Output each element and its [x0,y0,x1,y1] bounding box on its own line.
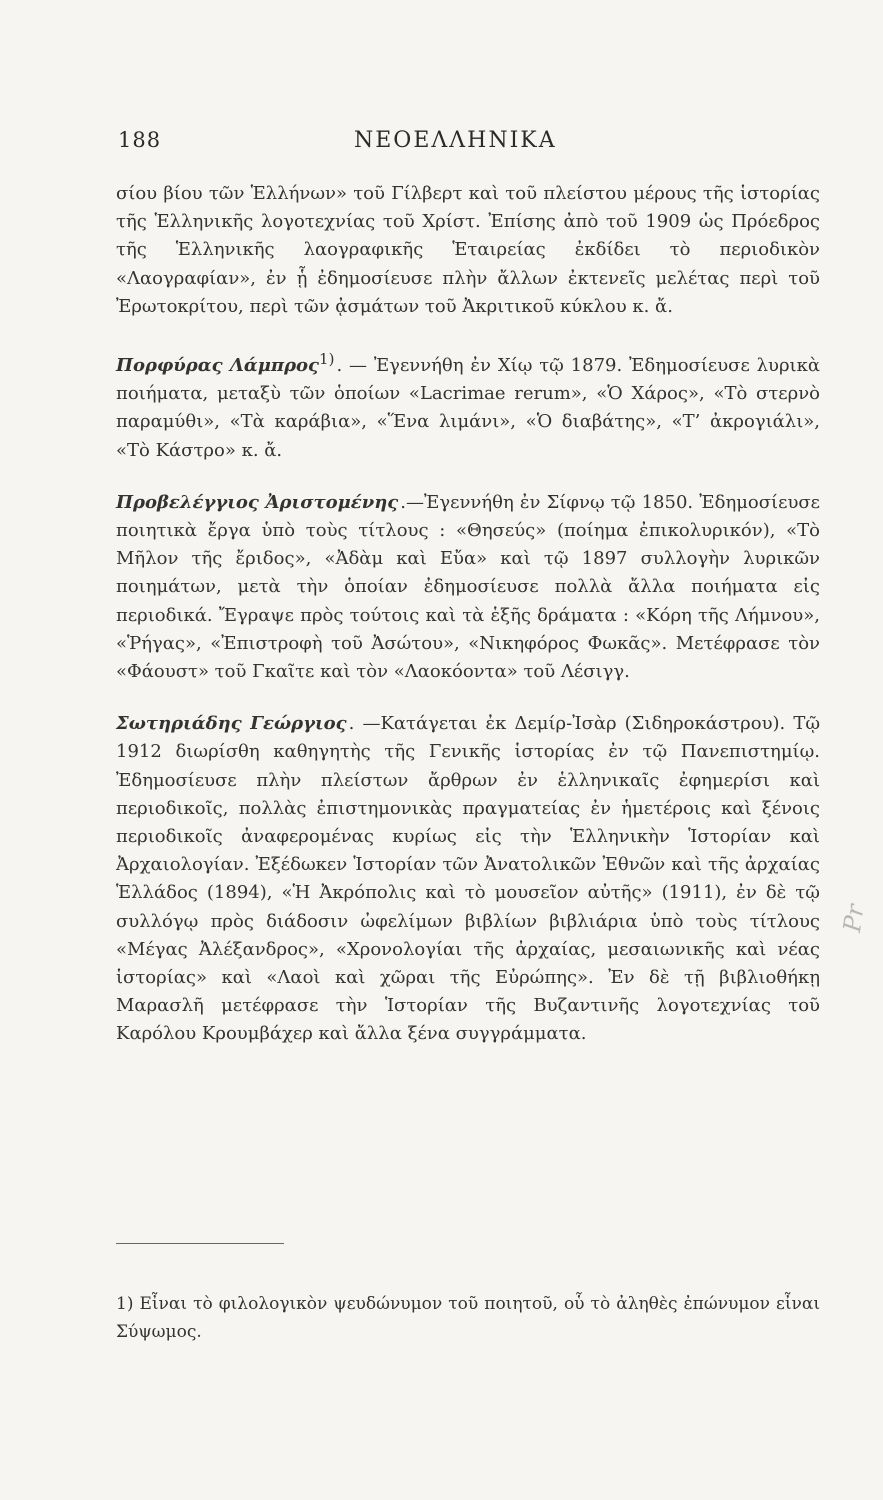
entry-separator: . — [336,355,374,377]
intro-paragraph: σίου βίου τῶν Ἑλλήνων» τοῦ Γίλβερτ καὶ τοῦ πλείστου μέρους τῆς ἱστορίας τῆς Ἑλληνικῆς λογοτεχνίας τοῦ Χρίστ. Ἐπίσης ἀπὸ τοῦ 1909 ὡς Πρόεδρος τῆς Ἑλληνικῆς λαογραφικῆς Ἑταιρείας ἐκδίδει τὸ περιοδικὸν «Λαογραφίαν», ἐν ᾗ ἐδημοσίευσε πλὴν ἄλλων ἐκτενεῖς μελέτας περὶ τοῦ Ἐρωτοκρίτου, περὶ τῶν ᾀσμάτων τοῦ Ἀκριτικοῦ κύκλου κ. ἄ. [116,183,820,317]
entry-separator: .— [400,491,425,513]
entry-text: Ἐγεννήθη ἐν Σίφνῳ τῷ 1850. Ἐδημοσίευσε ποιητικὰ ἔργα ὑπὸ τοὺς τίτλους : «Θησεύς» (ποίημα ἐπικολυρικόν), «Τὸ Μῆλον τῆς ἔριδος», «Ἀδὰμ καὶ Εὔα» καὶ τῷ 1897 συλλογὴν λυρικῶν ποιημάτων, μετὰ τὴν ὁποίαν ἐδημοσίευσε πολλὰ ἄλλα ποιήματα εἰς περιοδικά. Ἔγραψε πρὸς τούτοις καὶ τὰ ἑξῆς δράματα : «Κόρη τῆς Λήμνου», «Ῥήγας», «Ἐπιστροφὴ τοῦ Ἀσώτου», «Νικηφόρος Φωκᾶς». Μετέφρασε τὸν «Φάουστ» τοῦ Γκαῖτε καὶ τὸν «Λαοκόοντα» τοῦ Λέσιγγ. [116,491,820,683]
page-header [118,128,775,162]
page-body [116,180,820,1049]
entry-text: Κατάγεται ἐκ Δεμίρ-Ἰσὰρ (Σιδηροκάστρου). Τῷ 1912 διωρίσθη καθηγητὴς τῆς Γενικῆς ἱστορίας ἐν τῷ Πανεπιστημίῳ. Ἐδημοσίευσε πλὴν πλείστων ἄρθρων ἐν ἑλληνικαῖς ἐφημερίσι καὶ περιοδικοῖς, πολλὰς ἐπιστημονικὰς πραγματείας ἐν ἡμετέροις καὶ ξένοις περιοδικοῖς ἀναφερομένας κυρίως εἰς τὴν Ἑλληνικὴν Ἱστορίαν καὶ Ἀρχαιολογίαν. Ἐξέδωκεν Ἱστορίαν τῶν Ἀνατολικῶν Ἐθνῶν καὶ τῆς ἀρχαίας Ἑλλάδος (1894), «Ἡ Ἀκρόπολις καὶ τὸ μουσεῖον αὐτῆς» (1911), ἐν δὲ τῷ συλλόγῳ πρὸς διάδοσιν ὠφελίμων βιβλίων βιβλιάρια ὑπὸ τοὺς τίτλους «Μέγας Ἀλέξανδρος», «Χρονολογίαι τῆς ἀρχαίας, μεσαιωνικῆς καὶ νέας ἱστορίας» καὶ «Λαοὶ καὶ χῶραι τῆς Εὐρώπης». Ἐν δὲ τῇ βιβλιοθήκῃ Μαρασλῆ μετέφρασε τὴν Ἱστορίαν τῆς Βυζαντινῆς λογοτεχνίας τοῦ Καρόλου Κρουμβάχερ καὶ ἄλλα ξένα συγγράμματα. [116,713,821,1045]
entry-sotiriadis [116,710,820,1048]
entry-name: Πορφύρας Λάμπρος [116,355,320,377]
page-number: 188 [118,128,162,152]
footnote-divider [116,1243,284,1244]
entry-name: Σωτηριάδης Γεώργιος [116,713,347,735]
entry-text: Ἐγεννήθη ἐν Χίῳ τῷ 1879. Ἐδημοσίευσε λυρικὰ ποιήματα, μεταξὺ τῶν ὁποίων «Lacrimae rerum», «Ὁ Χάρος», «Τὸ στερνὸ παραμύθι», «Τὰ καράβια», «Ἕνα λιμάνι», «Ὁ διαβάτης», «Τ’ ἀκρογιάλι», «Τὸ Κάστρο» κ. ἄ. [116,355,820,461]
running-title: ΝΕΟΕΛΛΗΝΙΚΑ [354,128,557,153]
entry-name: Προβελέγγιος Ἀριστομένης [116,491,399,513]
entry-porfyras [116,345,820,465]
entry-separator: . — [348,713,381,735]
footnote: 1) Εἶναι τὸ φιλολογικὸν ψευδώνυμον τοῦ ποιητοῦ, οὗ τὸ ἀληθὲς ἐπώνυμον εἶναι Σύψωμος. [116,1294,820,1342]
entry-provelengios [116,489,820,686]
footnote-reference: 1) [319,350,335,369]
pencil-margin-note: Pr [838,902,870,934]
